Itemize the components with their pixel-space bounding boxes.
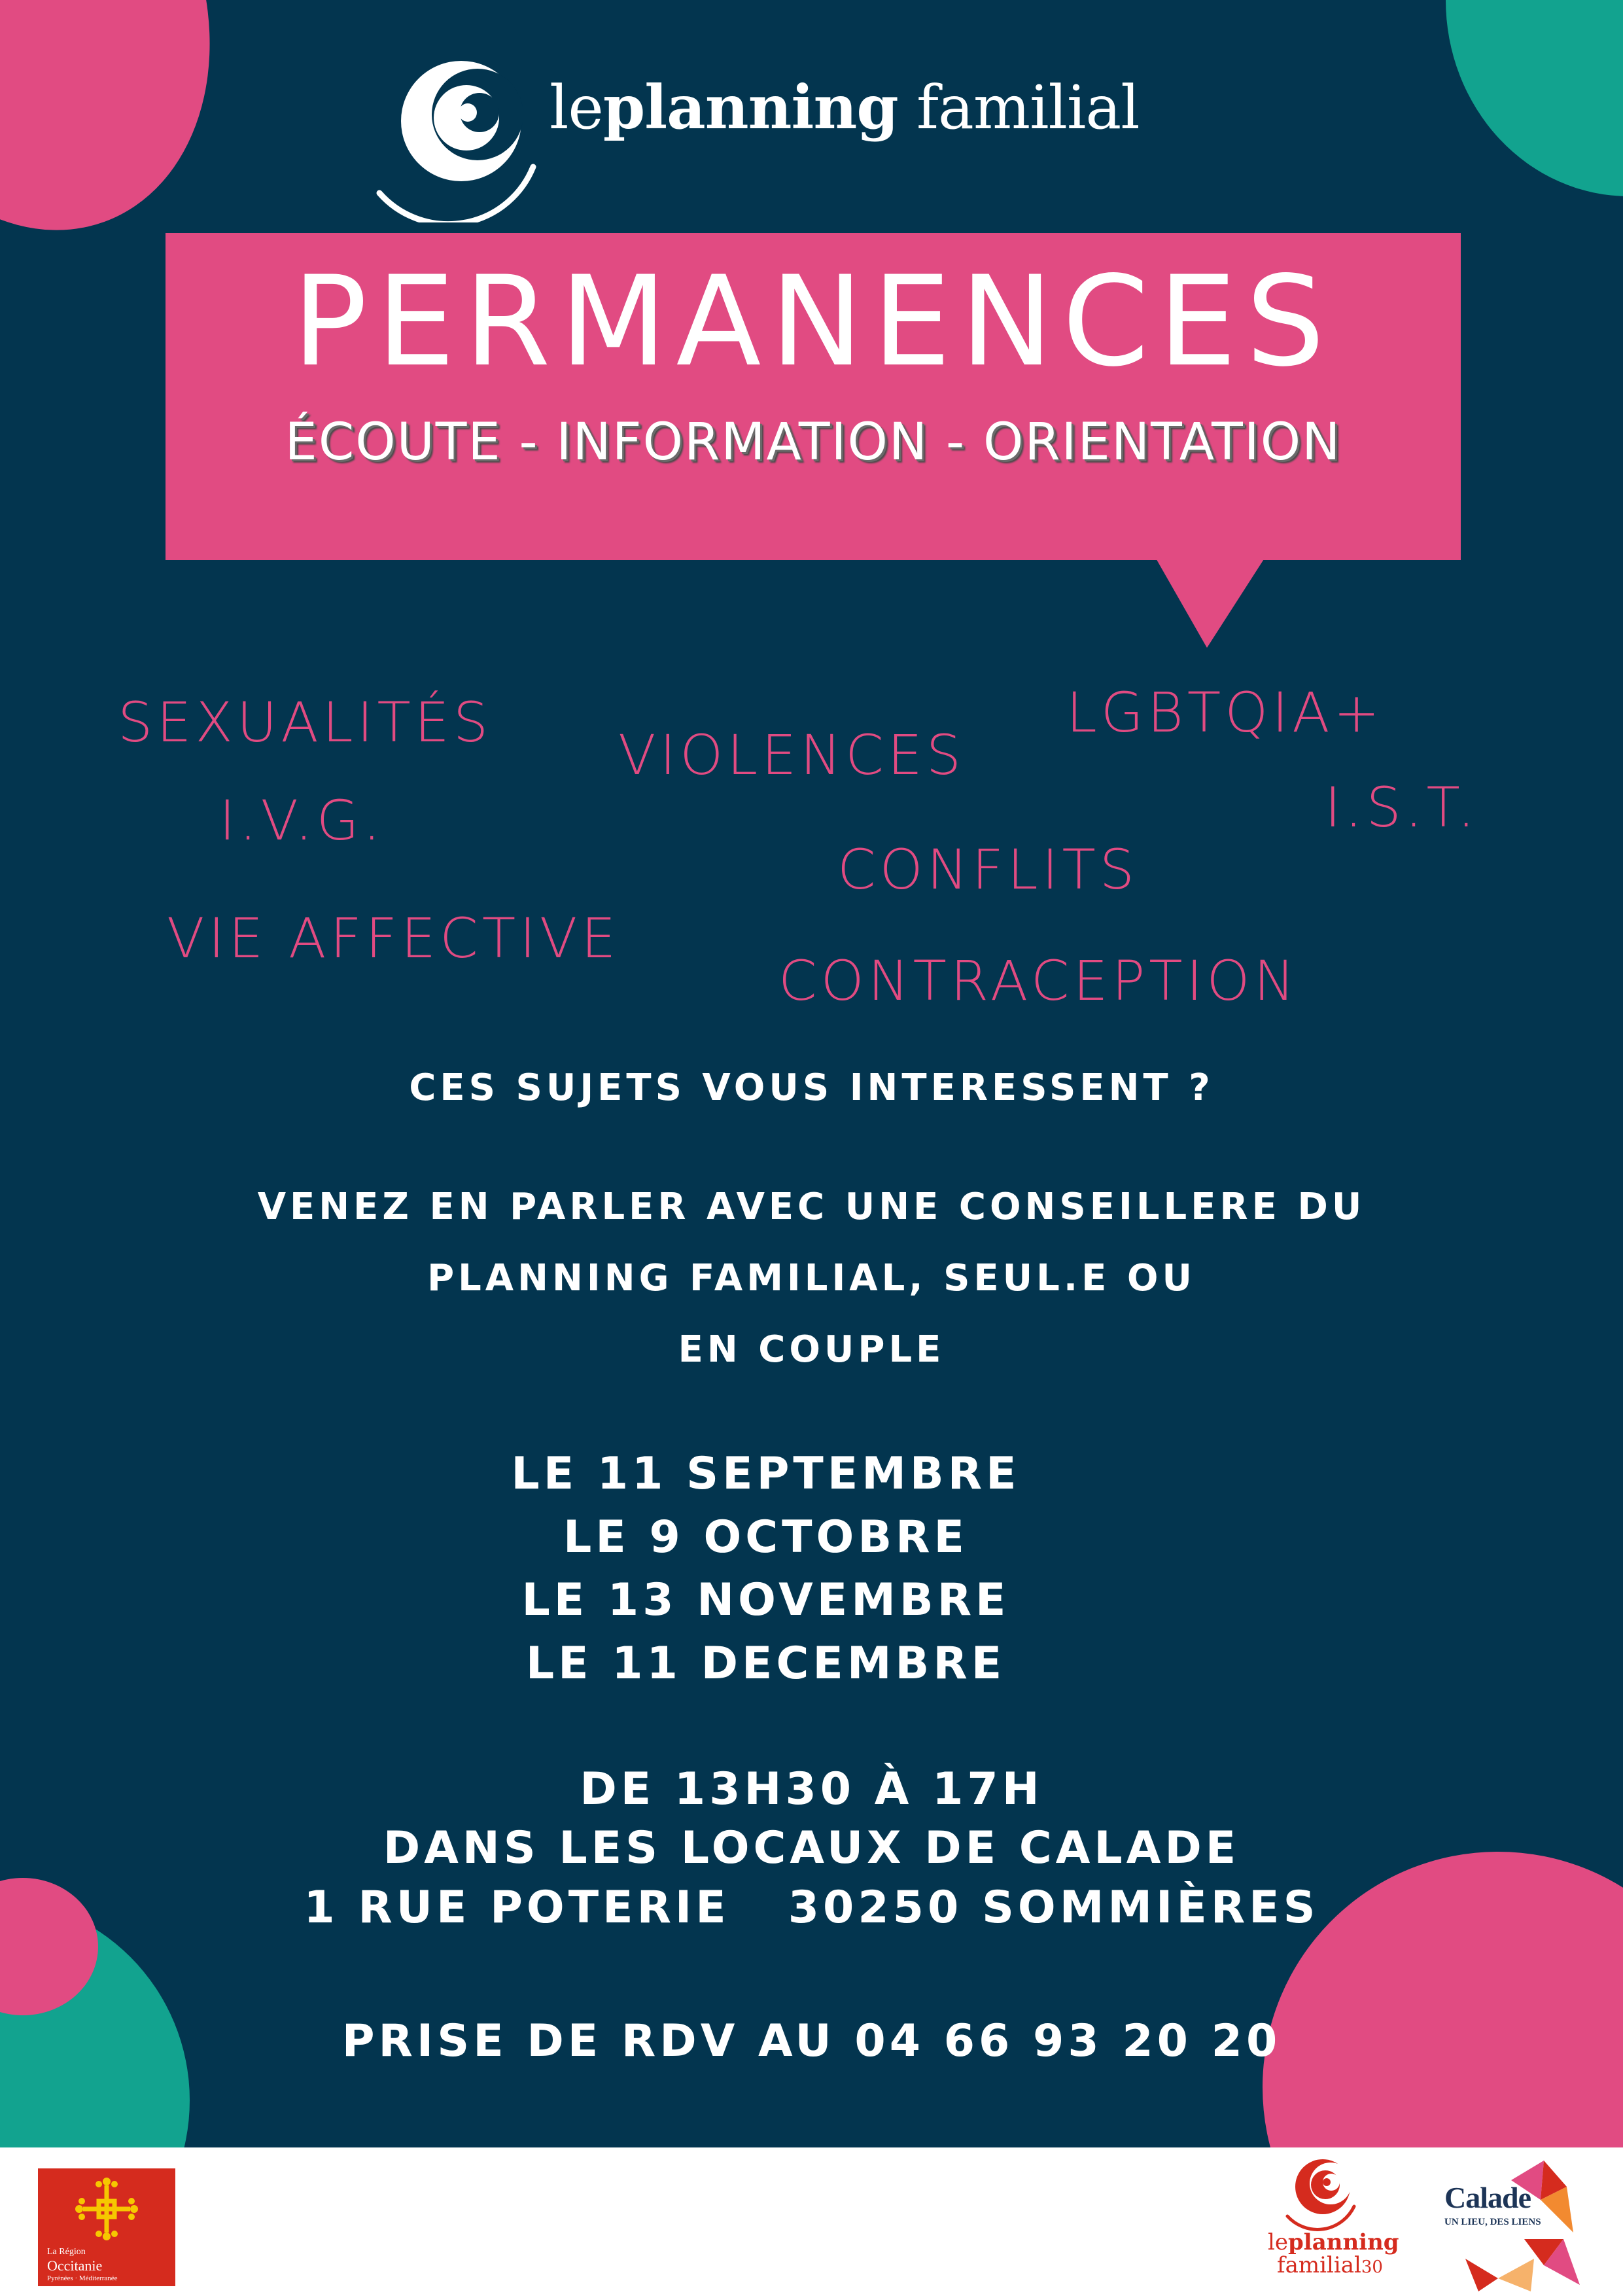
banner-subtitle: ÉCOUTE - INFORMATION - ORIENTATION: [285, 413, 1342, 472]
topic-ivg: I.V.G.: [219, 788, 385, 853]
topic-vie-affective: VIE AFFECTIVE: [167, 906, 620, 970]
logo-text-light: le: [550, 73, 603, 143]
speech-bubble-tail: [1155, 556, 1266, 648]
pf30-number: 30: [1361, 2257, 1383, 2277]
info-invite: [0, 1171, 1623, 1386]
occitan-cross-icon: [74, 2176, 139, 2242]
planning-familial-30-logo-text: [1268, 2231, 1399, 2278]
calade-logo: [1426, 2161, 1603, 2291]
speech-bubble-banner: [166, 233, 1461, 560]
invite-line: PLANNING FAMILIAL, SEUL.E OU: [427, 1257, 1196, 1300]
topic-ist: I.S.T.: [1325, 775, 1479, 839]
calade-name: Calade: [1444, 2181, 1531, 2214]
place-text: DANS LES LOCAUX DE CALADE: [383, 1822, 1240, 1875]
planning-familial-logo-text: [550, 72, 1140, 143]
region-line-3: Pyrénées · Méditerranée: [47, 2274, 118, 2282]
info-location: [0, 1760, 1623, 1937]
date-item: LE 11 SEPTEMBRE: [511, 1448, 1021, 1500]
footer-partners: [0, 2147, 1623, 2296]
info-question: CES SUJETS VOUS INTERESSENT ?: [409, 1067, 1214, 1109]
info-dates: [0, 1443, 1623, 1695]
invite-line: EN COUPLE: [678, 1328, 945, 1371]
date-item: LE 13 NOVEMBRE: [521, 1574, 1010, 1627]
decor-blob-top-right: [1446, 0, 1623, 196]
pf30-text-rest: familial: [1277, 2252, 1361, 2278]
logo-text-bold: planning: [602, 72, 898, 143]
topic-violences: VIOLENCES: [618, 723, 966, 787]
region-line-2: Occitanie: [47, 2257, 103, 2274]
pf30-text-light: le: [1268, 2229, 1288, 2255]
pf30-text-bold: planning: [1288, 2229, 1399, 2255]
date-item: LE 9 OCTOBRE: [563, 1511, 968, 1563]
topic-conflits: CONFLITS: [837, 838, 1139, 902]
page-title: PERMANENCES: [292, 249, 1335, 394]
topic-contraception: CONTRACEPTION: [778, 949, 1299, 1013]
topic-sexualites: SEXUALITÉS: [118, 690, 493, 754]
invite-line: VENEZ EN PARLER AVEC UNE CONSEILLERE DU: [257, 1186, 1366, 1228]
planning-familial-30-logo-icon: [1282, 2154, 1367, 2233]
logo-text-rest: familial: [916, 73, 1140, 143]
address-text: 1 RUE POTERIE 30250 SOMMIÈRES: [304, 1881, 1319, 1934]
topic-lgbtqia: LGBTQIA+: [1066, 680, 1384, 745]
calade-tagline: UN LIEU, DES LIENS: [1444, 2217, 1541, 2227]
appointment-text: PRISE DE RDV AU 04 66 93 20 20: [341, 2015, 1282, 2067]
planning-familial-logo-icon: [370, 52, 566, 222]
hours-text: DE 13H30 À 17H: [580, 1763, 1043, 1815]
region-line-1: La Région: [47, 2247, 86, 2257]
date-item: LE 11 DECEMBRE: [525, 1637, 1006, 1689]
region-occitanie-logo: [38, 2168, 175, 2286]
